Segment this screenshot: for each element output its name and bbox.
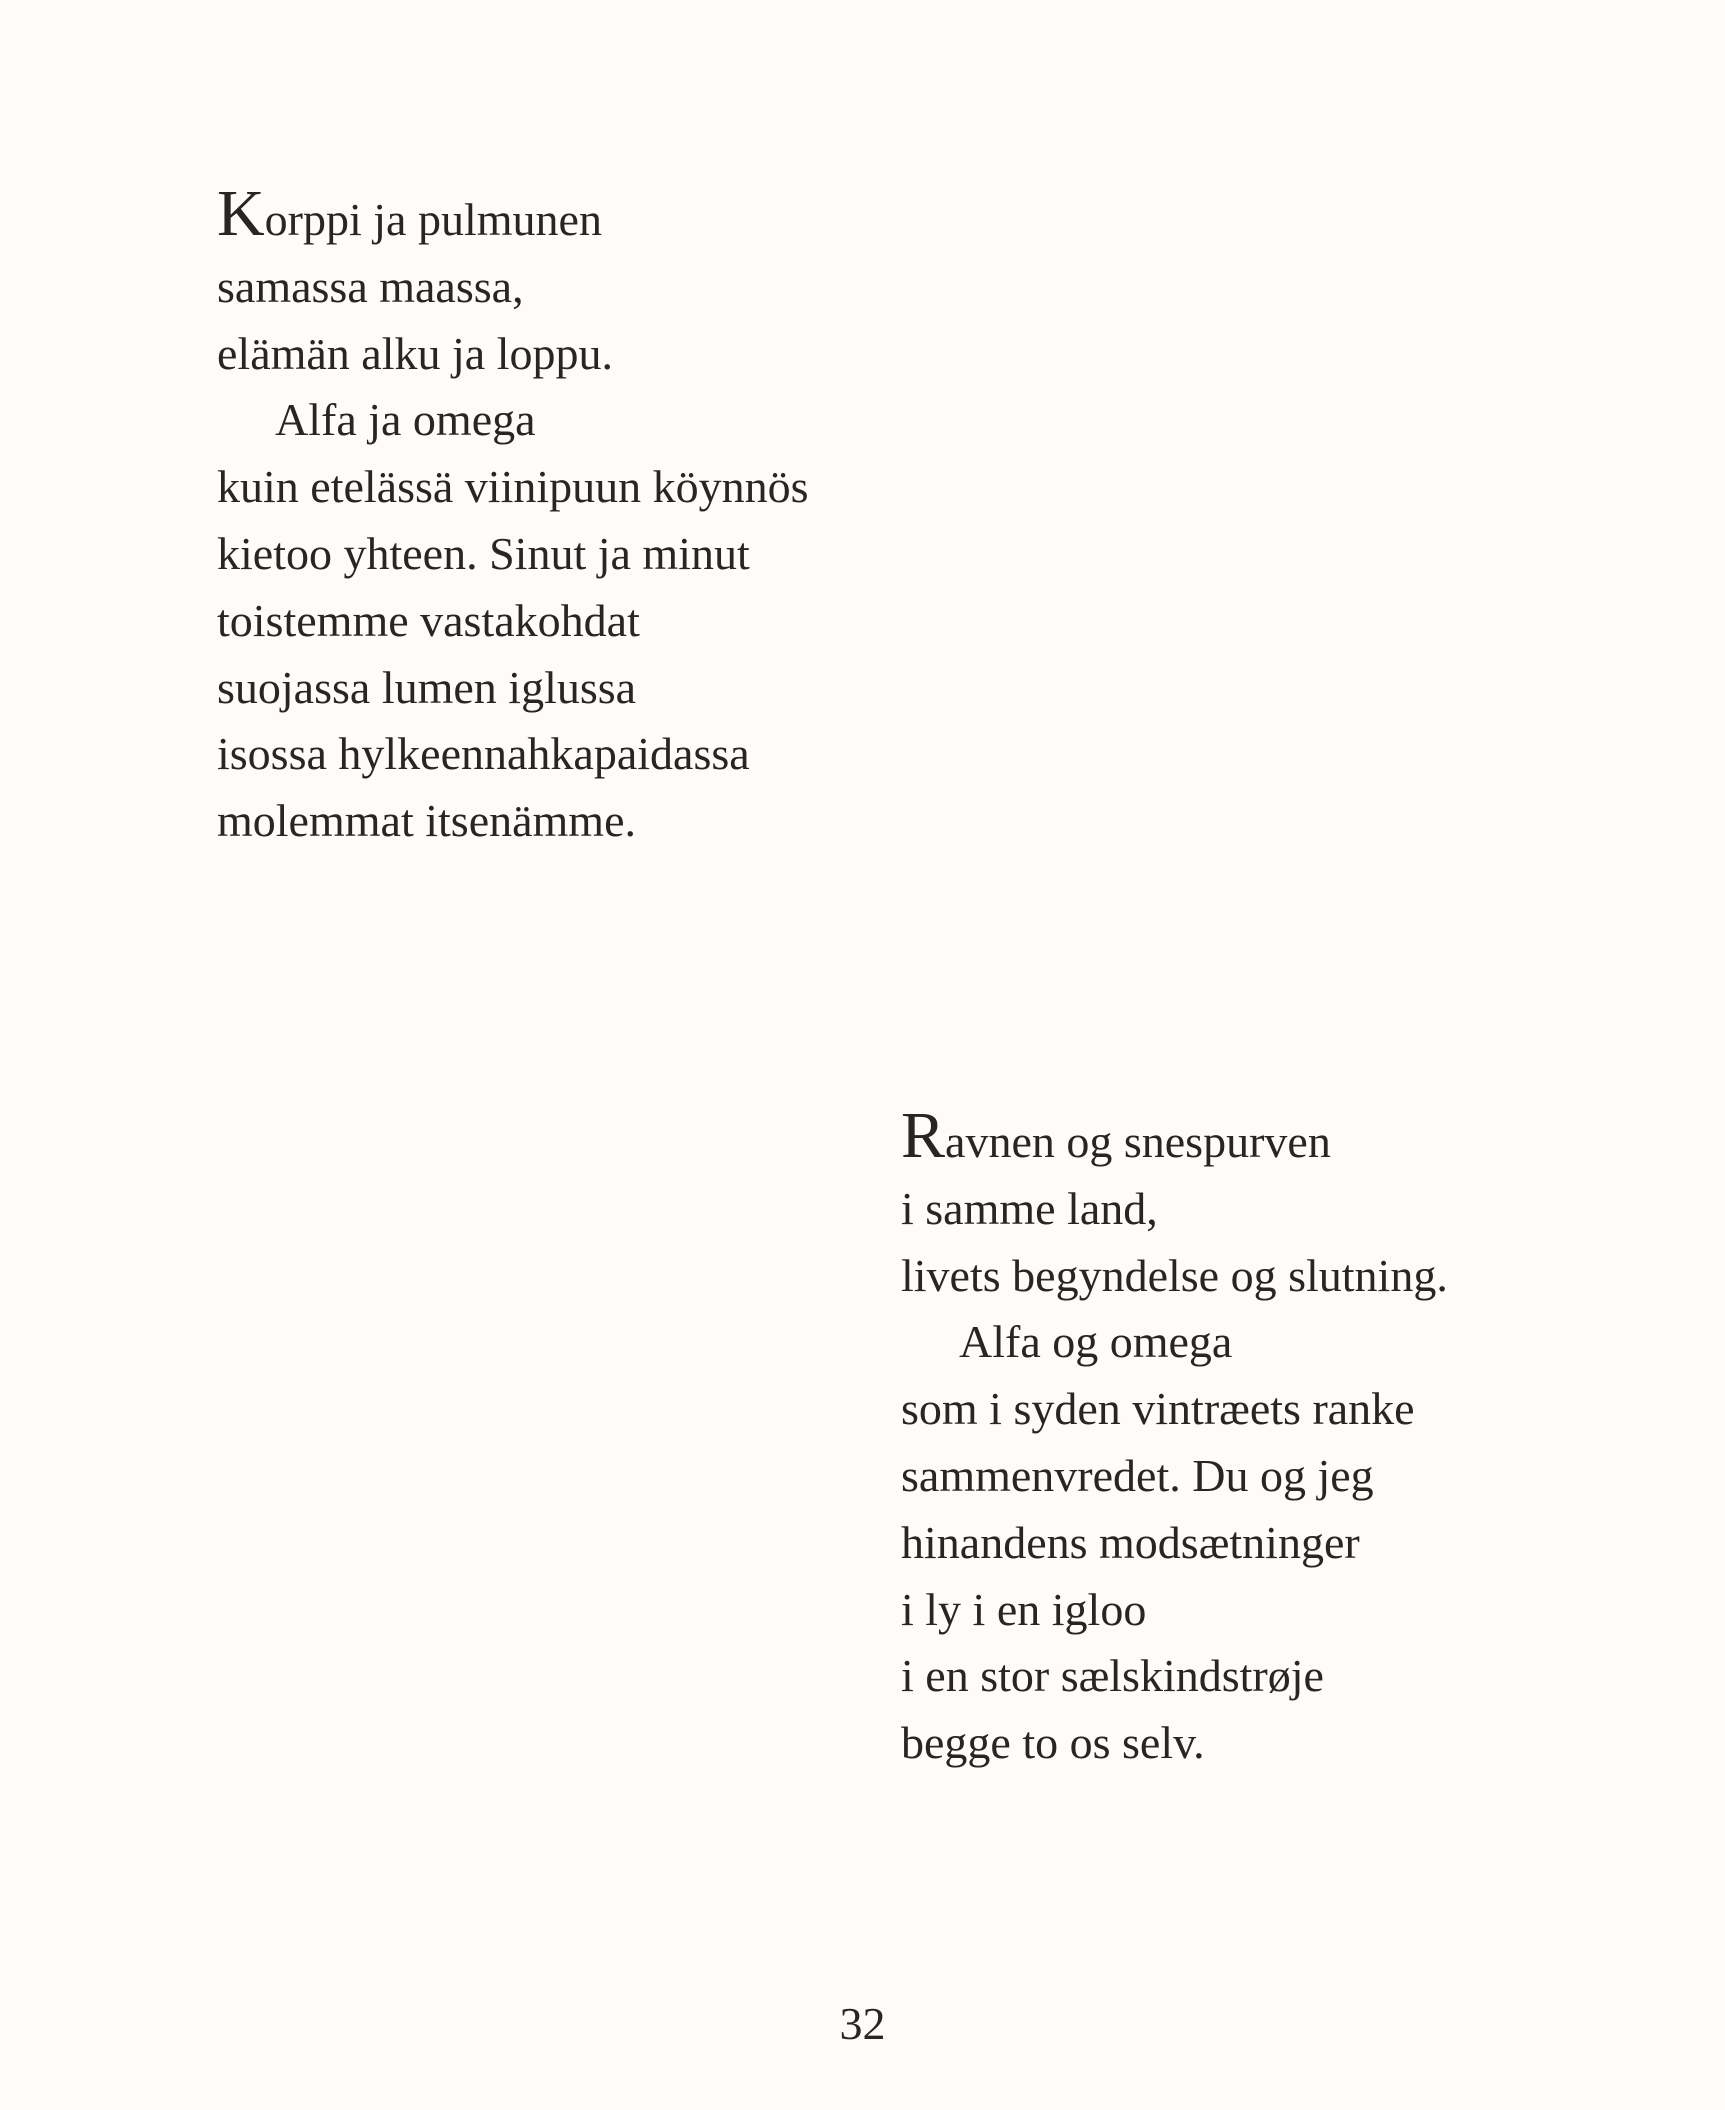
finnish-poem (217, 177, 809, 855)
poem-line: i en stor sælskindstrøje (901, 1650, 1324, 1702)
poem-line (901, 1099, 1448, 1176)
poem-line: som i syden vintræets ranke (901, 1383, 1415, 1435)
poem-line: suojassa lumen iglussa (217, 661, 637, 713)
page-number: 32 (839, 1998, 886, 2049)
first-line-text: orppi ja pulmunen (264, 194, 602, 245)
poem-line: Alfa og omega (959, 1316, 1233, 1368)
drop-cap-initial: K (217, 177, 265, 250)
drop-cap-initial: R (901, 1099, 946, 1172)
poem-line: elämän alku ja loppu. (217, 327, 613, 379)
poem-line: begge to os selv. (901, 1717, 1205, 1769)
poem-line: livets begyndelse og slutning. (901, 1249, 1448, 1301)
first-line-text: avnen og snespurven (945, 1116, 1331, 1167)
poem-line (217, 177, 809, 254)
poem-line: isossa hylkeennahkapaidassa (217, 728, 750, 780)
poem-line: kietoo yhteen. Sinut ja minut (217, 527, 750, 579)
poem-line: hinandens modsætninger (901, 1516, 1360, 1568)
poem-line: i samme land, (901, 1182, 1158, 1234)
poem-line: molemmat itsenämme. (217, 795, 637, 847)
poem-line: i ly i en igloo (901, 1583, 1147, 1635)
poem-line: Alfa ja omega (275, 394, 536, 446)
poem-line: sammenvredet. Du og jeg (901, 1449, 1374, 1501)
poem-line: samassa maassa, (217, 260, 524, 312)
poem-line: toistemme vastakohdat (217, 594, 640, 646)
danish-poem (901, 1099, 1448, 1777)
poem-line: kuin etelässä viinipuun köynnös (217, 461, 809, 513)
